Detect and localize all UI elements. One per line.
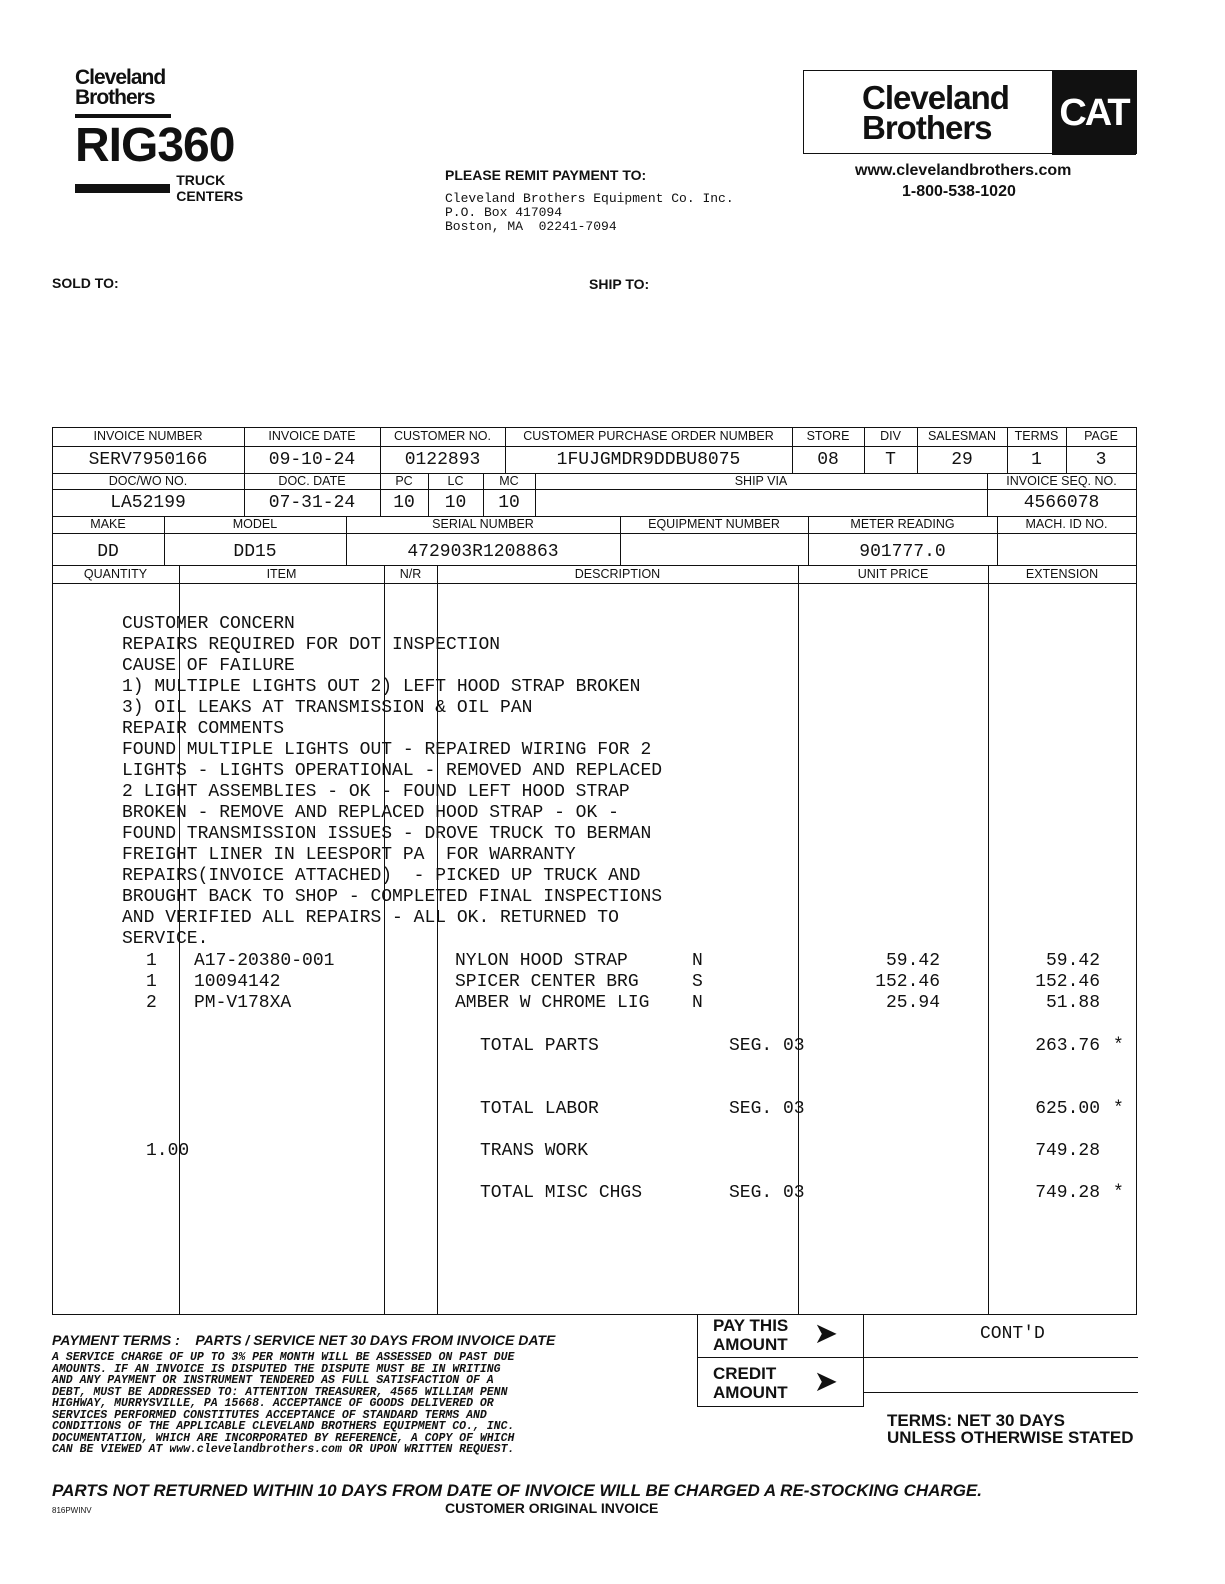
- body-line: 2 LIGHT ASSEMBLIES - OK - FOUND LEFT HOOD STRAP: [122, 782, 630, 802]
- value-lc: 10: [444, 493, 467, 513]
- label-unit-price: UNIT PRICE: [857, 567, 929, 581]
- net-terms-line1: TERMS: NET 30 DAYS: [887, 1411, 1065, 1430]
- label-doc-date: DOC. DATE: [278, 474, 346, 488]
- label-invoice-seq-no: INVOICE SEQ. NO.: [1006, 474, 1117, 488]
- label-quantity: QUANTITY: [83, 567, 148, 581]
- label-meter-reading: METER READING: [850, 517, 955, 531]
- label-invoice-date: INVOICE DATE: [268, 429, 356, 443]
- credit-line2: AMOUNT: [713, 1383, 788, 1402]
- part-item: 10094142: [194, 972, 281, 992]
- part-extension: 152.46: [1035, 972, 1100, 992]
- net-terms-line2: UNLESS OTHERWISE STATED: [887, 1428, 1134, 1447]
- part-unit-price: 152.46: [875, 972, 940, 992]
- pay-this-line1: PAY THIS: [713, 1316, 789, 1335]
- value-invoice-seq-no: 4566078: [1023, 493, 1100, 513]
- label-store: STORE: [806, 429, 850, 443]
- pay-this-line2: AMOUNT: [713, 1335, 788, 1354]
- part-nr: N: [692, 951, 703, 971]
- body-line: AND VERIFIED ALL REPAIRS - ALL OK. RETURNED TO: [122, 908, 619, 928]
- remit-address: [445, 192, 734, 234]
- sold-to-label: SOLD TO:: [52, 275, 119, 291]
- value-meter-reading: 901777.0: [859, 542, 946, 562]
- label-div: DIV: [880, 429, 901, 443]
- total-seg: SEG. 03: [729, 1183, 805, 1203]
- total-amount: 749.28: [1035, 1141, 1100, 1161]
- body-line: SERVICE.: [122, 929, 209, 949]
- restocking-notice: PARTS NOT RETURNED WITHIN 10 DAYS FROM DATE OF INVOICE WILL BE CHARGED A RE-STOCKING CHARGE.: [52, 1481, 982, 1500]
- value-customer-po: 1FUJGMDR9DDBU8075: [556, 450, 741, 470]
- body-line: FOUND MULTIPLE LIGHTS OUT - REPAIRED WIRING FOR 2: [122, 740, 652, 760]
- payment-boxes: [697, 1314, 1138, 1407]
- ship-to-label: SHIP TO:: [589, 276, 650, 292]
- parts-list: [0, 951, 1225, 1014]
- logo-rule: [75, 114, 171, 118]
- label-doc-wo-no: DOC/WO NO.: [108, 474, 188, 488]
- remit-title: PLEASE REMIT PAYMENT TO:: [445, 167, 647, 183]
- total-label: TOTAL LABOR: [480, 1099, 599, 1119]
- label-item: ITEM: [266, 567, 297, 581]
- logo-right-line1: Cleveland: [862, 79, 1009, 116]
- label-mc: MC: [499, 474, 519, 488]
- arrow-right-icon: ➤: [815, 1366, 837, 1396]
- value-page: 3: [1095, 450, 1107, 470]
- pay-this-amount-label: [713, 1316, 788, 1354]
- value-pc: 10: [393, 493, 415, 513]
- logo-truck-centers: TRUCK CENTERS: [176, 172, 244, 204]
- body-line: BROUGHT BACK TO SHOP - COMPLETED FINAL INSPECTIONS: [122, 887, 663, 907]
- work-description: [122, 614, 662, 950]
- remit-box: P.O. Box 417094: [445, 205, 563, 220]
- part-nr: N: [692, 993, 703, 1013]
- body-line: REPAIRS(INVOICE ATTACHED) - PICKED UP TRUCK AND: [122, 866, 641, 886]
- fine-line: CAN BE VIEWED AT www.clevelandbrothers.com OR UPON WRITTEN REQUEST.: [52, 1443, 515, 1456]
- label-lc: LC: [447, 474, 464, 488]
- total-mark: *: [1113, 1099, 1124, 1119]
- customer-original-label: CUSTOMER ORIGINAL INVOICE: [445, 1500, 659, 1516]
- cleveland-cat-logo: [803, 70, 1137, 154]
- total-row: [0, 1183, 1225, 1204]
- total-qty: 1.00: [146, 1141, 190, 1161]
- label-model: MODEL: [232, 517, 278, 531]
- table-row: [0, 951, 1225, 972]
- table-row: [0, 993, 1225, 1014]
- total-row: [0, 1141, 1225, 1162]
- label-terms: TERMS: [1014, 429, 1059, 443]
- label-serial-number: SERIAL NUMBER: [432, 517, 534, 531]
- part-item: A17-20380-001: [194, 951, 335, 971]
- logo-left-line2: Brothers: [75, 86, 155, 109]
- total-amount: 625.00: [1035, 1099, 1100, 1119]
- label-ship-via: SHIP VIA: [734, 474, 788, 488]
- value-serial-number: 472903R1208863: [407, 542, 559, 562]
- cat-logo: CAT: [1052, 71, 1136, 155]
- part-qty: 1: [146, 972, 157, 992]
- rig360-logo: [75, 68, 295, 204]
- part-desc: AMBER W CHROME LIG: [455, 993, 650, 1013]
- pay-this-amount-value: CONT'D: [980, 1324, 1045, 1344]
- fine-line: DOCUMENTATION, WHICH ARE INCORPORATED BY REFERENCE, A COPY OF WHICH: [52, 1431, 515, 1445]
- fine-line: HIGHWAY, MURRYSVILLE, PA 15668. ACCEPTANCE OF GOODS DELIVERED OR: [52, 1397, 494, 1410]
- value-invoice-date: 09-10-24: [268, 450, 356, 470]
- total-row: [0, 1099, 1225, 1120]
- payment-terms: PAYMENT TERMS : PARTS / SERVICE NET 30 DAYS FROM INVOICE DATE: [52, 1332, 556, 1348]
- label-nr: N/R: [399, 567, 422, 581]
- total-seg: SEG. 03: [729, 1036, 805, 1056]
- remit-city: Boston, MA 02241-7094: [445, 219, 617, 234]
- total-amount: 263.76: [1035, 1036, 1100, 1056]
- logo-left-line1: Cleveland: [75, 66, 166, 89]
- body-line: LIGHTS - LIGHTS OPERATIONAL - REMOVED AND REPLACED: [122, 761, 663, 781]
- total-mark: *: [1113, 1183, 1124, 1203]
- body-line: 1) MULTIPLE LIGHTS OUT 2) LEFT HOOD STRAP BROKEN: [122, 677, 641, 697]
- form-code: 816PWINV: [52, 1506, 92, 1515]
- label-description: DESCRIPTION: [574, 567, 661, 581]
- value-doc-date: 07-31-24: [268, 493, 356, 513]
- logo-right-line2: Brothers: [862, 109, 992, 146]
- website: www.clevelandbrothers.com: [855, 162, 1072, 179]
- value-salesman: 29: [951, 450, 973, 470]
- phone: 1-800-538-1020: [902, 183, 1016, 200]
- part-unit-price: 25.94: [885, 993, 940, 1013]
- fine-line: CONDITIONS OF THE APPLICABLE CLEVELAND BROTHERS EQUIPMENT CO., INC.: [52, 1420, 515, 1433]
- value-invoice-number: SERV7950166: [88, 450, 208, 470]
- fine-line: AND ANY PAYMENT OR INSTRUMENT TENDERED AS FULL SATISFACTION OF A: [52, 1374, 494, 1387]
- total-amount: 749.28: [1035, 1183, 1100, 1203]
- body-line: CUSTOMER CONCERN: [122, 614, 295, 634]
- fine-line: AMOUNTS. IF AN INVOICE IS DISPUTED THE DISPUTE MUST BE IN WRITING: [52, 1362, 501, 1376]
- part-item: PM-V178XA: [194, 993, 292, 1013]
- body-line: FREIGHT LINER IN LEESPORT PA FOR WARRANTY: [122, 845, 576, 865]
- label-extension: EXTENSION: [1025, 567, 1099, 581]
- part-qty: 2: [146, 993, 157, 1013]
- body-line: CAUSE OF FAILURE: [122, 656, 295, 676]
- total-label: TOTAL MISC CHGS: [480, 1183, 643, 1203]
- body-line: REPAIR COMMENTS: [122, 719, 285, 739]
- logo-right-name: [862, 79, 1009, 146]
- value-make: DD: [97, 542, 119, 562]
- fine-print: [52, 1352, 514, 1456]
- body-line: FOUND TRANSMISSION ISSUES - DROVE TRUCK TO BERMAN: [122, 824, 652, 844]
- total-label: TRANS WORK: [480, 1141, 589, 1161]
- label-customer-po: CUSTOMER PURCHASE ORDER NUMBER: [523, 429, 774, 443]
- total-label: TOTAL PARTS: [480, 1036, 599, 1056]
- value-mc: 10: [498, 493, 520, 513]
- body-line: 3) OIL LEAKS AT TRANSMISSION & OIL PAN: [122, 698, 533, 718]
- part-qty: 1: [146, 951, 157, 971]
- value-terms: 1: [1031, 450, 1042, 470]
- fine-line: DEBT, MUST BE ADDRESSED TO: ATTENTION TREASURER, 4565 WILLIAM PENN: [52, 1385, 508, 1399]
- table-row: [0, 972, 1225, 993]
- body-line: REPAIRS REQUIRED FOR DOT INSPECTION: [122, 635, 501, 655]
- value-doc-wo-no: LA52199: [110, 493, 186, 513]
- part-extension: 59.42: [1045, 951, 1100, 971]
- value-customer-no: 0122893: [404, 450, 481, 470]
- part-nr: S: [692, 972, 703, 992]
- remit-name: Cleveland Brothers Equipment Co. Inc.: [445, 191, 734, 206]
- fine-line: A SERVICE CHARGE OF UP TO 3% PER MONTH WILL BE ASSESSED ON PAST DUE: [52, 1351, 515, 1364]
- logo-rig-text: RIG360: [75, 119, 235, 172]
- value-model: DD15: [233, 542, 277, 562]
- part-unit-price: 59.42: [885, 951, 940, 971]
- part-desc: NYLON HOOD STRAP: [455, 951, 628, 971]
- total-seg: SEG. 03: [729, 1099, 805, 1119]
- label-pc: PC: [395, 474, 413, 488]
- arrow-right-icon: ➤: [815, 1318, 837, 1348]
- fine-line: SERVICES PERFORMED CONSTITUTES ACCEPTANCE OF STANDARD TERMS AND: [52, 1408, 487, 1422]
- value-div: T: [885, 450, 896, 470]
- credit-amount-label: [713, 1364, 788, 1402]
- net-terms: [887, 1412, 1134, 1446]
- value-store: 08: [817, 450, 839, 470]
- credit-line1: CREDIT: [713, 1364, 777, 1383]
- label-salesman: SALESMAN: [927, 429, 997, 443]
- part-extension: 51.88: [1045, 993, 1100, 1013]
- part-desc: SPICER CENTER BRG: [455, 972, 639, 992]
- label-make: MAKE: [90, 517, 126, 531]
- label-customer-no: CUSTOMER NO.: [394, 429, 491, 443]
- body-line: BROKEN - REMOVE AND REPLACED HOOD STRAP - OK -: [122, 803, 619, 823]
- logo-bar: [75, 184, 170, 193]
- label-mach-id-no: MACH. ID NO.: [1025, 517, 1108, 531]
- total-row: [0, 1036, 1225, 1057]
- total-mark: *: [1113, 1036, 1124, 1056]
- label-invoice-number: INVOICE NUMBER: [93, 429, 203, 443]
- label-page: PAGE: [1084, 429, 1118, 443]
- label-equipment-number: EQUIPMENT NUMBER: [648, 517, 780, 531]
